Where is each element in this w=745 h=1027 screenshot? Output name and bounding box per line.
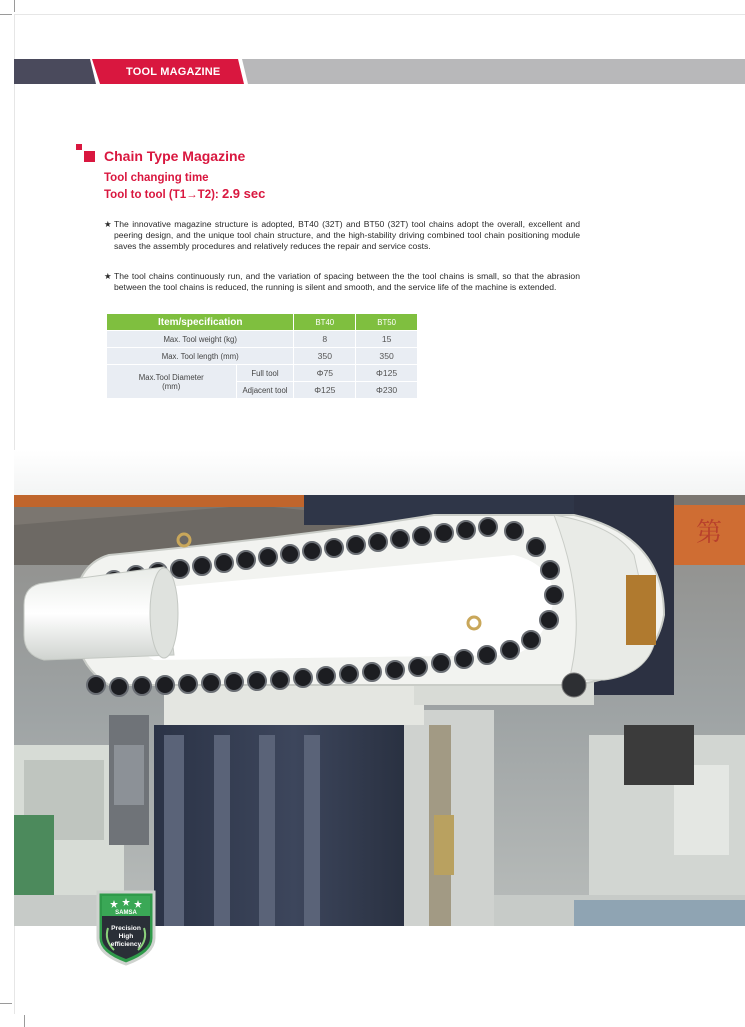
spec-row-label-diameter xyxy=(107,365,237,399)
tool-to-tool-label: Tool to tool (T1→T2): xyxy=(104,189,222,201)
tool-changing-time-label: Tool changing time xyxy=(104,172,209,184)
spec-cell: 8 xyxy=(294,331,356,348)
spec-header-bt40: BT40 xyxy=(294,314,356,331)
tool-magazine-illustration xyxy=(14,495,745,926)
spec-header-item: Item/specification xyxy=(107,314,294,331)
star-icon: ★ xyxy=(104,219,112,229)
star-icon: ★ xyxy=(104,271,112,281)
diameter-label-line-1: Max.Tool Diameter xyxy=(138,372,204,382)
heading-bullet-small-square xyxy=(76,144,82,150)
spec-cell: Φ125 xyxy=(294,382,356,399)
factory-sign-text: 第 xyxy=(696,518,723,548)
table-row xyxy=(107,331,418,348)
bullet-paragraph-2 xyxy=(104,271,580,293)
spec-table-header xyxy=(107,314,418,331)
badge-brand: SAMSA xyxy=(115,910,137,916)
spec-cell: 350 xyxy=(356,348,418,365)
spec-row-label: Max. Tool length (mm) xyxy=(107,348,294,365)
table-row xyxy=(107,348,418,365)
bullet-paragraph-1 xyxy=(104,219,580,252)
section-label: TOOL MAGAZINE xyxy=(126,66,221,78)
badge-line-high: High xyxy=(118,933,134,940)
photo-top-fade xyxy=(14,450,745,495)
tool-magazine-photo xyxy=(14,495,745,926)
badge-line-efficiency: efficiency xyxy=(110,941,142,948)
crop-mark-bottom-left xyxy=(24,1015,25,1027)
crop-mark-top-left xyxy=(14,0,15,12)
bullet-text-2: The tool chains continuously run, and the variation of spacing between the the tool chains is small, so that the abrasion between the tool chains is reduced, the running is silent and smooth, and the service life of the machine is extended. xyxy=(114,271,580,293)
crop-mark-left-bottom xyxy=(0,1003,12,1004)
spec-sub-label: Full tool xyxy=(236,365,294,382)
spec-cell: Φ125 xyxy=(356,365,418,382)
spec-table xyxy=(106,313,418,399)
crop-mark-left-top xyxy=(0,14,12,15)
table-row xyxy=(107,365,418,382)
spec-row-label: Max. Tool weight (kg) xyxy=(107,331,294,348)
tool-to-tool-line xyxy=(104,186,265,201)
tool-to-tool-value: 2.9 sec xyxy=(221,186,266,201)
spec-cell: Φ75 xyxy=(294,365,356,382)
spec-cell: 15 xyxy=(356,331,418,348)
spec-sub-label: Adjacent tool xyxy=(236,382,294,399)
badge-line-precision: Precision xyxy=(111,925,141,932)
spec-cell: Φ230 xyxy=(356,382,418,399)
spec-header-bt50: BT50 xyxy=(356,314,418,331)
heading-bullet-square xyxy=(84,151,95,162)
bullet-text-1: The innovative magazine structure is adopted, BT40 (32T) and BT50 (32T) tool chains adopt the overall, excellent and peering design, and the unique tool chain structure, and the high-stability driving combined tool chain positioning module saves the assembly procedures and relatively reduces the repair and service costs. xyxy=(114,219,580,252)
spec-cell: 350 xyxy=(294,348,356,365)
diameter-label-line-2: (mm) xyxy=(162,381,181,391)
page-title: Chain Type Magazine xyxy=(104,148,246,164)
